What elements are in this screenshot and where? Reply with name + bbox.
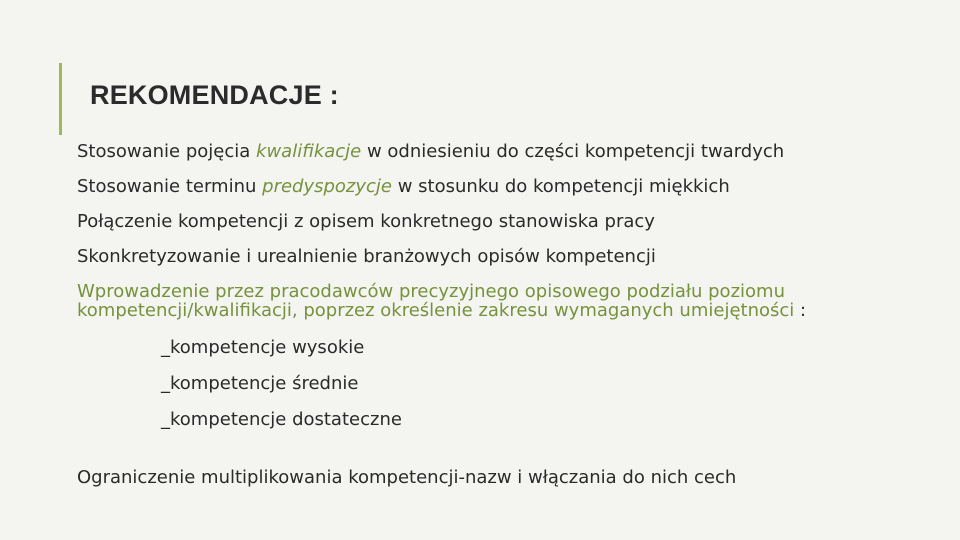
recommendation-1-text-after: w odniesieniu do części kompetencji twardych [361, 141, 785, 162]
recommendation-6-truncated: Ograniczenie multiplikowania kompetencji-nazw i włączania do nich cech [77, 467, 737, 488]
recommendation-5-text: Wprowadzenie przez pracodawców precyzyjnego opisowego podziału poziomu kompetencji/kwalifikacji, poprzez określenie zakresu wymaganych umiejętności [77, 281, 800, 321]
title-accent-bar [59, 63, 62, 135]
recommendation-5-suffix: : [800, 300, 807, 321]
recommendation-5 [77, 282, 927, 320]
recommendation-2 [77, 177, 927, 196]
recommendation-4: Skonkretyzowanie i urealnienie branżowych opisów kompetencji [77, 246, 656, 267]
sub-item-high: _kompetencje wysokie [161, 337, 365, 358]
recommendation-2-highlight: predyspozycje [262, 176, 393, 197]
recommendation-1-highlight: kwalifikacje [256, 141, 362, 162]
sub-item-sufficient: _kompetencje dostateczne [161, 409, 402, 430]
sub-item-medium: _kompetencje średnie [161, 373, 359, 394]
recommendation-1 [77, 142, 927, 161]
recommendation-3: Połączenie kompetencji z opisem konkretnego stanowiska pracy [77, 211, 655, 232]
slide-title: REKOMENDACJE : [90, 80, 339, 110]
recommendation-2-text-before: Stosowanie terminu [77, 176, 263, 197]
recommendation-2-text-after: w stosunku do kompetencji miękkich [392, 176, 730, 197]
slide-body [77, 142, 927, 487]
recommendation-1-text-before: Stosowanie pojęcia [77, 141, 257, 162]
